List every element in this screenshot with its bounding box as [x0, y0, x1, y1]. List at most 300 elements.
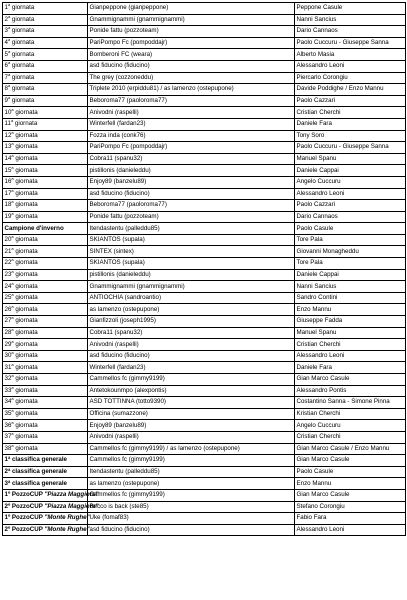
round-cell	[3, 234, 88, 246]
round-number: 24	[4, 282, 12, 290]
owner-cell: Paolo Cazzari	[295, 95, 406, 107]
round-suffix: a	[11, 315, 14, 321]
round-label: giornata	[11, 62, 35, 70]
round-suffix: a	[11, 292, 14, 298]
table-row	[3, 524, 406, 536]
round-label: giornata	[11, 4, 35, 12]
table-row	[3, 60, 406, 72]
round-cell	[3, 327, 88, 339]
table-row	[3, 362, 406, 374]
table-row	[3, 3, 406, 15]
owner-cell: Paolo Cazzari	[295, 200, 406, 212]
award-label: 1º PozzoCUP	[4, 514, 45, 522]
round-number: 23	[4, 270, 12, 278]
owner-cell: Kristian Cherchi	[295, 408, 406, 420]
table-row	[3, 84, 406, 96]
owner-cell: Gian Marco Casule	[295, 374, 406, 386]
owner-cell: Dario Cannaos	[295, 26, 406, 38]
table-row	[3, 49, 406, 61]
round-number: 26	[4, 305, 12, 313]
round-cell	[3, 153, 88, 165]
round-cell	[3, 107, 88, 119]
round-cell	[3, 408, 88, 420]
round-label: giornata	[15, 305, 38, 313]
owner-cell: Sandro Contini	[295, 292, 406, 304]
owner-cell: Stefano Corongiu	[295, 501, 406, 513]
team-cell: Officina (sumazzone)	[88, 408, 295, 420]
table-row	[3, 188, 406, 200]
round-label: giornata	[15, 270, 38, 278]
round-cell	[3, 397, 88, 409]
round-suffix: a	[11, 442, 14, 448]
round-cell	[3, 304, 88, 316]
owner-cell: Paolo Casule	[295, 223, 406, 235]
round-cell	[3, 188, 88, 200]
table-row	[3, 292, 406, 304]
round-label: giornata	[15, 236, 38, 244]
round-label: giornata	[11, 15, 35, 23]
round-label: giornata	[11, 85, 35, 93]
round-number: 32	[4, 375, 12, 383]
team-cell: SKIANTOS (supala)	[88, 258, 295, 270]
round-number: 29	[4, 340, 12, 348]
round-label: giornata	[15, 421, 38, 429]
round-suffix: a	[11, 303, 14, 309]
round-label: giornata	[15, 131, 38, 139]
owner-cell: Fabio Fara	[295, 513, 406, 525]
round-cell	[3, 281, 88, 293]
owner-cell: Davide Poddighe / Enzo Mannu	[295, 84, 406, 96]
round-number: 25	[4, 294, 12, 302]
round-cell	[3, 524, 88, 536]
team-cell: Beboroma77 (paoloroma77)	[88, 95, 295, 107]
round-number: 28	[4, 328, 12, 336]
round-label: giornata	[15, 317, 38, 325]
round-cell	[3, 223, 88, 235]
owner-cell: Cristian Cherchi	[295, 339, 406, 351]
round-cell	[3, 269, 88, 281]
round-number: 10	[4, 108, 12, 116]
round-suffix: a	[11, 384, 14, 390]
owner-cell: Daniele Fara	[295, 362, 406, 374]
round-suffix: a	[11, 129, 14, 135]
table-row	[3, 118, 406, 130]
table-row	[3, 200, 406, 212]
table-row	[3, 37, 406, 49]
award-label: 1ª classifica generale	[4, 456, 67, 464]
round-label: giornata	[11, 27, 35, 35]
round-label: giornata	[15, 375, 38, 383]
table-row	[3, 130, 406, 142]
round-number: 6	[4, 62, 8, 70]
round-suffix: a	[11, 396, 14, 402]
team-cell: Anivodni (raspelli)	[88, 339, 295, 351]
round-suffix: a	[10, 118, 14, 124]
table-row	[3, 385, 406, 397]
round-suffix: a	[7, 71, 11, 77]
round-number: 15	[4, 166, 12, 174]
round-label: giornata	[11, 97, 35, 105]
owner-cell: Paolo Cuccuru - Giuseppe Sanna	[295, 142, 406, 154]
owner-cell: Nanni Sancius	[295, 14, 406, 26]
table-row	[3, 258, 406, 270]
award-label: Campione d'inverno	[4, 224, 64, 232]
round-suffix: a	[11, 257, 14, 263]
round-cell	[3, 513, 88, 525]
round-suffix: a	[7, 83, 11, 89]
round-label: giornata	[11, 73, 35, 81]
round-label: giornata	[15, 108, 38, 116]
round-cell	[3, 374, 88, 386]
round-cell	[3, 26, 88, 38]
team-cell: asd fiducino (fiducino)	[88, 350, 295, 362]
team-cell: Cammellos fc (gimmy9199)	[88, 455, 295, 467]
round-number: 17	[4, 189, 12, 197]
round-suffix: a	[11, 199, 14, 205]
team-cell: Uke (fomaf83)	[88, 513, 295, 525]
round-label: giornata	[15, 433, 38, 441]
round-number: 35	[4, 410, 12, 418]
round-suffix: a	[11, 326, 14, 332]
team-cell: Enjoy89 (banzelu89)	[88, 176, 295, 188]
round-label: giornata	[15, 410, 38, 418]
round-number: 36	[4, 421, 12, 429]
table-row	[3, 14, 406, 26]
team-cell: ANTIOCHIA (sandroantio)	[88, 292, 295, 304]
owner-cell: Angelo Cuccuru	[295, 176, 406, 188]
winners-table	[2, 2, 406, 536]
team-cell: Winterfell (fardan23)	[88, 118, 295, 130]
team-cell: Ponide fattu (pozzoteam)	[88, 211, 295, 223]
team-cell: Winterfell (fardan23)	[88, 362, 295, 374]
round-label: giornata	[15, 352, 38, 360]
team-cell: Gnammignammi (gnammignammi)	[88, 14, 295, 26]
round-suffix: a	[11, 408, 14, 414]
table-row	[3, 513, 406, 525]
round-cell	[3, 84, 88, 96]
owner-cell: Paolo Cuccuru - Giuseppe Sanna	[295, 37, 406, 49]
round-suffix: a	[7, 25, 11, 31]
table-row	[3, 466, 406, 478]
round-cell	[3, 49, 88, 61]
round-number: 21	[4, 247, 12, 255]
round-number: 33	[4, 386, 12, 394]
round-cell	[3, 165, 88, 177]
round-suffix: a	[11, 280, 14, 286]
table-row	[3, 234, 406, 246]
round-label: giornata	[14, 120, 38, 128]
table-row	[3, 420, 406, 432]
team-cell: Anivodni (raspelli)	[88, 431, 295, 443]
round-cell	[3, 95, 88, 107]
round-label: giornata	[11, 50, 35, 58]
round-cell	[3, 3, 88, 15]
round-label: giornata	[15, 398, 38, 406]
owner-cell: Daniele Cappai	[295, 269, 406, 281]
round-number: 30	[4, 352, 12, 360]
table-row	[3, 72, 406, 84]
table-row	[3, 397, 406, 409]
table-row	[3, 350, 406, 362]
owner-cell: Gian Marco Casule	[295, 455, 406, 467]
round-suffix: a	[11, 373, 14, 379]
round-number: 14	[4, 155, 12, 163]
round-suffix: a	[11, 176, 14, 182]
round-number: 3	[4, 27, 8, 35]
owner-cell: Tore Pala	[295, 258, 406, 270]
round-label: giornata	[15, 259, 38, 267]
owner-cell: Alessandro Leoni	[295, 524, 406, 536]
round-suffix: a	[11, 210, 14, 216]
table-row	[3, 431, 406, 443]
owner-cell: Enzo Mannu	[295, 478, 406, 490]
team-cell: asd fiducino (fiducino)	[88, 60, 295, 72]
table-row	[3, 408, 406, 420]
round-suffix: a	[11, 350, 14, 356]
table-row	[3, 269, 406, 281]
team-cell: Becco is back (ste85)	[88, 501, 295, 513]
team-cell: Ponide fattu (pozzoteam)	[88, 26, 295, 38]
round-number: 11	[4, 120, 11, 128]
round-number: 5	[4, 50, 8, 58]
round-number: 34	[4, 398, 12, 406]
award-label: 2º PozzoCUP	[4, 502, 45, 510]
owner-cell: Alessandro Leoni	[295, 350, 406, 362]
owner-cell: Tony Soro	[295, 130, 406, 142]
award-cup-name: "Monte Rughe"	[44, 526, 90, 534]
round-suffix: a	[11, 361, 14, 367]
round-cell	[3, 316, 88, 328]
round-cell	[3, 501, 99, 513]
table-row	[3, 316, 406, 328]
round-cell	[3, 200, 88, 212]
table-row	[3, 489, 406, 501]
team-cell: Antetokounmpo (alexpontis)	[88, 385, 295, 397]
award-label: 3ª classifica generale	[4, 479, 67, 487]
award-label: 2º PozzoCUP	[4, 526, 45, 534]
round-cell	[3, 420, 88, 432]
team-cell: Triplete 2010 (erpiddu81) / as lamenzo (ostepupone)	[88, 84, 295, 96]
round-number: 1	[4, 4, 8, 12]
team-cell: as lamenzo (ostepupone)	[88, 304, 295, 316]
round-cell	[3, 118, 88, 130]
team-cell: PariPompo Fc (pompoddajr)	[88, 37, 295, 49]
round-label: giornata	[15, 282, 38, 290]
team-cell: Cammellos fc (gimmy9199)	[88, 489, 295, 501]
table-row	[3, 374, 406, 386]
team-cell: Gianfizzoli (joseph1995)	[88, 316, 295, 328]
team-cell: pistillonis (danieleddu)	[88, 165, 295, 177]
round-suffix: a	[7, 13, 11, 19]
owner-cell: Manuel Spanu	[295, 153, 406, 165]
team-cell: Anivodni (raspelli)	[88, 107, 295, 119]
owner-cell: Cristian Cherchi	[295, 431, 406, 443]
owner-cell: Paolo Casule	[295, 466, 406, 478]
owner-cell: Daniele Fara	[295, 118, 406, 130]
round-suffix: a	[7, 2, 11, 8]
table-row	[3, 304, 406, 316]
round-cell	[3, 176, 88, 188]
round-label: giornata	[15, 201, 38, 209]
round-cell	[3, 142, 88, 154]
round-number: 18	[4, 201, 12, 209]
owner-cell: Alessandro Leoni	[295, 60, 406, 72]
table-row	[3, 339, 406, 351]
round-label: giornata	[15, 340, 38, 348]
team-cell: ASD TOTTINNA (totto9390)	[88, 397, 295, 409]
round-cell	[3, 72, 88, 84]
team-cell: Bomberoni FC (weara)	[88, 49, 295, 61]
team-cell: Beboroma77 (paoloroma77)	[88, 200, 295, 212]
round-label: giornata	[15, 155, 38, 163]
round-suffix: a	[11, 106, 14, 112]
owner-cell: Tore Pala	[295, 234, 406, 246]
round-number: 13	[4, 143, 12, 151]
round-cell	[3, 14, 88, 26]
round-cell	[3, 443, 88, 455]
round-suffix: a	[11, 187, 14, 193]
owner-cell: Giovanni Monagheddu	[295, 246, 406, 258]
team-cell: Fozza inda (conk76)	[88, 130, 295, 142]
team-cell: SKIANTOS (supala)	[88, 234, 295, 246]
round-number: 8	[4, 85, 8, 93]
round-cell	[3, 385, 88, 397]
owner-cell: Angelo Cuccuru	[295, 420, 406, 432]
round-number: 7	[4, 73, 8, 81]
round-suffix: a	[7, 60, 11, 66]
award-label: 1º PozzoCUP	[4, 491, 45, 499]
table-row	[3, 95, 406, 107]
round-number: 31	[4, 363, 12, 371]
round-label: giornata	[15, 328, 38, 336]
round-label: giornata	[15, 386, 38, 394]
round-number: 9	[4, 97, 8, 105]
table-row	[3, 478, 406, 490]
round-number: 20	[4, 236, 12, 244]
owner-cell: Peppone Casule	[295, 3, 406, 15]
round-number: 19	[4, 212, 12, 220]
owner-cell: Daniele Cappai	[295, 165, 406, 177]
owner-cell: Giuseppe Fadda	[295, 316, 406, 328]
round-suffix: a	[7, 37, 11, 43]
table-row	[3, 153, 406, 165]
round-suffix: a	[11, 338, 14, 344]
round-number: 22	[4, 259, 12, 267]
owner-cell: Alessandro Leoni	[295, 188, 406, 200]
round-cell	[3, 60, 88, 72]
round-cell	[3, 211, 88, 223]
owner-cell: Gian Marco Casule / Enzo Mannu	[295, 443, 406, 455]
round-number: 16	[4, 178, 12, 186]
round-cell	[3, 246, 88, 258]
winners-table-body	[3, 3, 406, 536]
round-suffix: a	[7, 48, 11, 54]
team-cell: asd fiducino (fiducino)	[88, 188, 295, 200]
team-cell: SINTEX (sintex)	[88, 246, 295, 258]
round-cell	[3, 37, 88, 49]
table-row	[3, 107, 406, 119]
team-cell: Enjoy89 (banzelu89)	[88, 420, 295, 432]
table-row	[3, 165, 406, 177]
round-label: giornata	[15, 247, 38, 255]
table-row	[3, 176, 406, 188]
team-cell: Gianpeppone (gianpeppone)	[88, 3, 295, 15]
team-cell: Itendastentu (palleddu85)	[88, 466, 295, 478]
round-cell	[3, 489, 99, 501]
round-cell	[3, 258, 88, 270]
table-row	[3, 26, 406, 38]
round-suffix: a	[11, 234, 14, 240]
table-row	[3, 211, 406, 223]
team-cell: Cobra11 (spanu32)	[88, 327, 295, 339]
team-cell: Gnammignammi (gnammignammi)	[88, 281, 295, 293]
owner-cell: Enzo Mannu	[295, 304, 406, 316]
round-cell	[3, 478, 88, 490]
owner-cell: Cristian Cherchi	[295, 107, 406, 119]
owner-cell: Alberto Masia	[295, 49, 406, 61]
owner-cell: Alessandro Pontis	[295, 385, 406, 397]
round-label: giornata	[15, 178, 38, 186]
table-row	[3, 443, 406, 455]
owner-cell: Piercarlo Corongiu	[295, 72, 406, 84]
round-cell	[3, 431, 88, 443]
team-cell: Cammellos fc (gimmy9199)	[88, 374, 295, 386]
round-suffix: a	[11, 431, 14, 437]
table-row	[3, 246, 406, 258]
table-row	[3, 455, 406, 467]
owner-cell: Manuel Spanu	[295, 327, 406, 339]
round-label: giornata	[15, 294, 38, 302]
owner-cell: Costantino Sanna - Simone Pinna	[295, 397, 406, 409]
round-suffix: a	[11, 419, 14, 425]
round-label: giornata	[15, 143, 38, 151]
table-row	[3, 142, 406, 154]
award-label: 2ª classifica generale	[4, 468, 67, 476]
round-suffix: a	[11, 245, 14, 251]
round-number: 2	[4, 15, 8, 23]
round-number: 38	[4, 444, 12, 452]
round-cell	[3, 350, 88, 362]
team-cell: Cobra11 (spanu32)	[88, 153, 295, 165]
team-cell: The grey (cozzoneddu)	[88, 72, 295, 84]
award-cup-name: "Monte Rughe"	[44, 514, 90, 522]
round-cell	[3, 292, 88, 304]
round-label: giornata	[15, 212, 38, 220]
table-row	[3, 327, 406, 339]
round-number: 12	[4, 131, 12, 139]
document-page	[2, 2, 406, 536]
award-cup-name: "Piazza Maggiore"	[44, 491, 99, 499]
round-cell	[3, 339, 88, 351]
round-cell	[3, 362, 88, 374]
round-cell	[3, 466, 88, 478]
team-cell: Itendastentu (palleddu85)	[88, 223, 295, 235]
round-suffix: a	[11, 164, 14, 170]
round-cell	[3, 455, 88, 467]
round-suffix: a	[11, 141, 14, 147]
round-number: 27	[4, 317, 12, 325]
round-label: giornata	[11, 39, 35, 47]
round-label: giornata	[15, 189, 38, 197]
round-suffix: a	[11, 268, 14, 274]
team-cell: pistillonis (danieleddu)	[88, 269, 295, 281]
owner-cell: Nanni Sancius	[295, 281, 406, 293]
table-row	[3, 501, 406, 513]
award-cup-name: "Piazza Maggiore"	[44, 502, 99, 510]
round-label: giornata	[15, 444, 38, 452]
round-number: 4	[4, 39, 8, 47]
owner-cell: Gian Marco Casule	[295, 489, 406, 501]
